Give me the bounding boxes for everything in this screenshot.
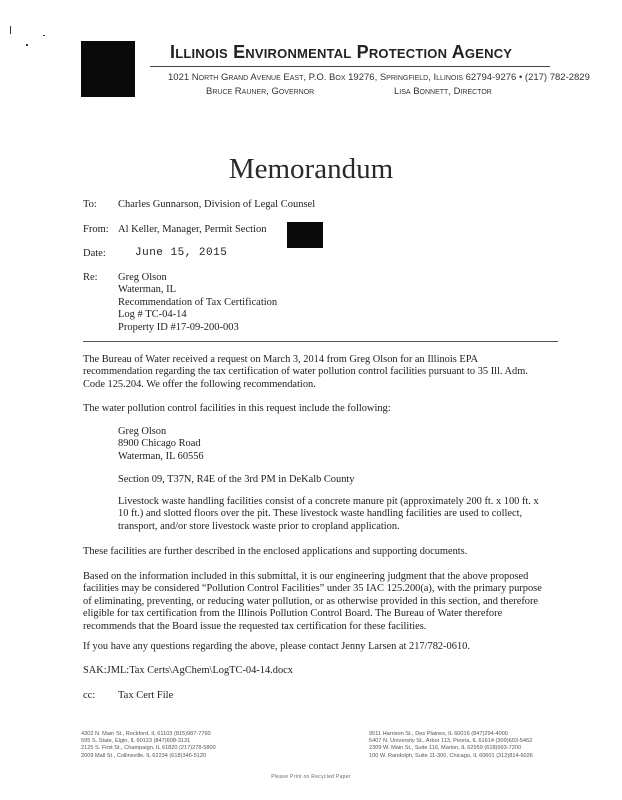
address-line: Waterman, IL 60556 (118, 450, 204, 462)
file-reference: SAK:JML:Tax Certs\AgChem\LogTC-04-14.docx (83, 665, 293, 676)
agency-name: Illinois Environmental Protection Agency (170, 42, 513, 62)
recycled-paper-note: Please Print on Recycled Paper (271, 774, 351, 780)
letterhead-rule (150, 66, 550, 67)
footer-address: 4302 N. Main St., Rockford, IL 61103 (815)987-7760 (81, 731, 211, 737)
from-value: Al Keller, Manager, Permit Section (118, 224, 267, 235)
date-value: June 15, 2015 (135, 247, 228, 259)
intro-line: The Bureau of Water received a request on March 3, 2014 from Greg Olson for an Illinois EPA (83, 354, 479, 365)
redacted-logo (81, 41, 135, 97)
re-label: Re: (83, 272, 98, 283)
footer-address: 5407 N. University St., Arbor 113, Peoria, IL 61614 (309)693-5462 (369, 738, 533, 745)
location-line: Section 09, T37N, R4E of the 3rd PM in DeKalb County (118, 474, 355, 485)
scan-mark (10, 26, 11, 34)
re-line: Property ID #17-09-200-003 (118, 321, 239, 333)
agency-address: 1021 North Grand Avenue East, P.O. Box 19276, Springfield, Illinois 62794-9276 • (217) 782-2829 (168, 72, 590, 83)
judgment-line: facilities may be considered “Pollution Control Facilities” under 35 IAC 125.200(a), with the primary purpose (83, 583, 542, 595)
memo-title: Memorandum (228, 153, 394, 185)
footer-address: 2309 W. Main St., Suite 116, Marion, IL 62959 (618)993-7200 (369, 745, 522, 752)
footer-address: 9511 Harrison St., Des Plaines, IL 60016 (847)294-4000 (369, 731, 508, 737)
judgment-line: Based on the information included in this submittal, it is our engineering judgment that the above proposed (83, 571, 529, 582)
to-label: To: (83, 199, 97, 210)
footer-address: 100 W. Randolph, Suite 11-300, Chicago, IL 60601 (312)814-6026 (369, 752, 533, 759)
re-line: Recommendation of Tax Certification (118, 296, 278, 308)
judgment-line: of eliminating, preventing, or reducing water pollution, or as otherwise provided in this section, and therefore (83, 595, 539, 607)
intro-line: Code 125.204. We offer the following recommendation. (83, 378, 316, 390)
from-label: From: (83, 224, 109, 235)
description-line: transport, and/or store livestock waste prior to cropland application. (118, 520, 400, 532)
address-line: Greg Olson (118, 426, 167, 437)
description-line: 10 ft.) and slotted floors over the pit. These livestock waste handling facilities are used to collect, (118, 508, 523, 520)
description-paragraph (118, 496, 559, 533)
judgment-paragraph (83, 571, 559, 633)
to-value: Charles Gunnarson, Division of Legal Counsel (118, 199, 316, 210)
facilities-intro: The water pollution control facilities in this request include the following: (83, 403, 391, 414)
enclosed-paragraph: These facilities are further described in the enclosed applications and supporting documents. (83, 546, 468, 557)
re-line: Log # TC-04-14 (118, 309, 187, 321)
footer-offices-left (81, 731, 216, 760)
footer-address: 595 S. State, Elgin, IL 60123 (847)608-3131 (81, 738, 191, 745)
cc-label: cc: (83, 690, 96, 701)
judgment-line: eligible for tax certification from the Illinois Pollution Control Board. The Bureau of Water therefore (83, 608, 503, 620)
footer-address: 2125 S. First St., Champaign, IL 61820 (217)278-5800 (81, 745, 216, 752)
date-label: Date: (83, 248, 106, 259)
contact-paragraph: If you have any questions regarding the above, please contact Jenny Larsen at 217/782-0610. (83, 641, 470, 652)
redacted-signature (287, 222, 323, 248)
scan-mark (43, 35, 45, 36)
scan-mark (26, 44, 28, 46)
footer-address: 2009 Mall St., Collinsville, IL 62234 (618)346-5120 (81, 752, 207, 759)
footer-offices-right (369, 731, 533, 760)
cc-value: Tax Cert File (118, 690, 174, 701)
re-line: Greg Olson (118, 272, 167, 283)
re-line: Waterman, IL (118, 284, 177, 296)
director-name: Lisa Bonnett, Director (394, 86, 492, 97)
intro-line: recommendation regarding the tax certification of water pollution control facilities pursuant to 35 Ill. Adm. (83, 366, 528, 378)
description-line: Livestock waste handling facilities consist of a concrete manure pit (approximately 200 ft. x 100 ft. x (118, 496, 539, 507)
judgment-line: recommends that the Board issue the requested tax certification for these facilities. (83, 620, 427, 632)
re-block (118, 272, 277, 334)
owner-address (118, 426, 204, 463)
governor-name: Bruce Rauner, Governor (206, 86, 315, 97)
header-divider (83, 341, 558, 342)
address-line: 8900 Chicago Road (118, 438, 201, 450)
intro-paragraph (83, 354, 559, 391)
